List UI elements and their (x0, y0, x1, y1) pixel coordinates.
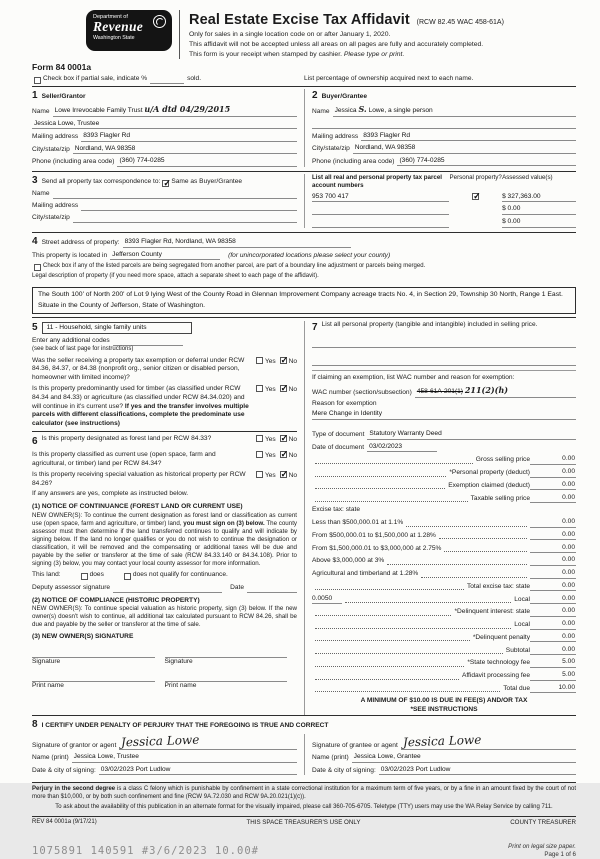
amount-field[interactable]: 5.00 (530, 671, 576, 681)
grantee-signature-label: Signature of grantee or agent (312, 741, 398, 749)
tax-line-local: 0.0050 Local 0.00 (312, 594, 575, 603)
amount-field[interactable]: 0.00 (530, 531, 576, 541)
seller-title: Seller/Grantor (41, 92, 86, 100)
tax-line-delinquent-interest-state: *Delinquent interest: state 0.00 (312, 607, 576, 617)
cashier-receipt-stamp: 1075891 140591 #3/6/2023 10.00# (32, 845, 259, 858)
amount-field[interactable]: 0.00 (530, 620, 576, 630)
same-as-buyer-label: Same as Buyer/Grantee (171, 178, 243, 186)
logo-brand: Revenue (93, 19, 144, 35)
amount-field[interactable]: 0.00 (530, 518, 576, 528)
grantor-date-city-label: Date & city of signing: (32, 766, 96, 774)
land-use-code-field[interactable]: 11 - Household, single family units (42, 322, 192, 335)
buyer-name-label: Name (312, 107, 330, 115)
parcel-table (304, 174, 576, 228)
buyer-mailing-label: Mailing address (312, 132, 359, 140)
tax-line-tier-4: Above $3,000,000 at 3% 0.00 (312, 556, 575, 565)
land-qualify-row: This land: does does not qualify for continuance. (32, 571, 228, 579)
ownership-note: List percentage of ownership acquired next to each name. (304, 75, 474, 83)
legal-description-label: Legal description of property (if you need more space, attach a separate sheet to each page of the affidavit). (32, 272, 319, 279)
section-seller (32, 89, 304, 167)
amount-field[interactable]: 5.00 (530, 658, 576, 668)
form-title: Real Estate Excise Tax Affidavit (189, 12, 410, 28)
print-name-label: Print name (164, 682, 197, 690)
tax-line-gross: Gross selling price 0.00 (312, 455, 576, 465)
personal-property-list-field[interactable] (312, 338, 576, 348)
partial-sale-label: Check box if partial sale, indicate % (43, 75, 148, 83)
partial-sale-checkbox[interactable] (34, 77, 41, 84)
form-header (86, 10, 576, 59)
amount-field[interactable]: 0.00 (530, 544, 576, 554)
grantee-print-name-field[interactable]: Jessica Lowe, Grantee (352, 753, 576, 763)
correspondence-mailing-field[interactable] (81, 202, 297, 211)
correspondence-name-label: Name (32, 190, 50, 198)
section-7-number: 7 (312, 322, 318, 334)
tax-line-tier-3: From $1,500,000.01 to $3,000,000 at 2.75% 0.00 (312, 543, 575, 552)
logo-state-line: Washington State (93, 34, 135, 41)
buyer-title: Buyer/Grantee (321, 92, 368, 100)
header-note-2: This affidavit will not be accepted unless all areas on all pages are fully and accurately completed. (189, 40, 484, 48)
minimum-due-note: A MINIMUM OF $10.00 IS DUE IN FEE(S) AND/OR TAX (360, 697, 528, 705)
document-type-row (312, 430, 576, 440)
print-name-label: Print name (32, 682, 64, 690)
new-owner-print-names (32, 672, 297, 691)
amount-field[interactable]: 0.00 (530, 556, 576, 566)
section-3 (32, 171, 576, 232)
grantee-date-city-field[interactable]: 03/02/2023 Port Ludlow (379, 766, 576, 776)
wac-number-label: WAC number (section/subsection) (312, 388, 412, 396)
alternate-format-notice: To ask about the availability of this publication in an alternate format for the visually impaired, please call 360-705-6705. Teletype (TTY) users may use the WA Relay Service by calling 711. (55, 803, 553, 810)
document-type-field[interactable]: Statutory Warranty Deed (367, 430, 576, 440)
section-7 (304, 321, 576, 714)
new-owner-signature-field[interactable] (165, 648, 288, 658)
grantee-print-name-label: Name (print) (312, 754, 349, 762)
tax-line-tier-2: From $500,000.01 to $1,500,000 at 1.28% 0.00 (312, 530, 575, 539)
document-date-row (312, 443, 576, 453)
grantor-signature-label: Signature of grantor or agent (32, 741, 117, 749)
signature-label: Signature (32, 657, 61, 665)
tax-line-agricultural: Agricultural and timberland at 1.28% 0.00 (312, 569, 575, 578)
amount-field[interactable]: 0.00 (530, 582, 576, 592)
additional-codes-field[interactable] (113, 338, 183, 346)
local-rate-field[interactable]: 0.0050 (312, 595, 342, 605)
parcel-number-field[interactable] (312, 206, 449, 215)
current-use-question: Is this property classified as current use (open space, farm and agricultural, or timber) land per RCW 84.34? Yes ✓ No (32, 451, 297, 468)
tax-line-delinquent-interest-local: Local 0.00 (312, 620, 576, 630)
amount-field[interactable]: 0.00 (530, 633, 576, 643)
treasurer-line (32, 816, 576, 827)
revenue-logo (86, 10, 172, 51)
correspondence-city-label: City/state/zip (32, 214, 70, 222)
wac-number-row (312, 385, 576, 398)
new-owner-print-name-field[interactable] (165, 672, 288, 682)
partial-sale-row (32, 75, 576, 84)
county-note: (for unincorporated locations please select your county) (228, 251, 391, 259)
correspondence-label: Send all property tax correspondence to: (41, 178, 161, 186)
grantor-print-name-label: Name (print) (32, 754, 69, 762)
section-buyer (304, 89, 576, 167)
bottom-row (32, 843, 576, 859)
section-5-header (32, 321, 297, 334)
header-text (179, 10, 504, 59)
amount-field[interactable]: 0.00 (530, 481, 576, 491)
seller-name2-field[interactable]: Jessica Lowe, Trustee (32, 120, 297, 130)
certify-statement: I CERTIFY UNDER PENALTY OF PERJURY THAT THE FOREGOING IS TRUE AND CORRECT (41, 722, 329, 729)
correspondence-city-field[interactable] (73, 214, 297, 223)
segregated-checkbox[interactable] (34, 264, 41, 271)
parcel-number-field[interactable]: 953 700 417 (312, 193, 449, 203)
tax-line-delinquent-penalty: *Delinquent penalty 0.00 (312, 633, 576, 643)
county-treasurer-label: COUNTY TREASURER (510, 818, 576, 826)
buyer-name-handwriting: S. (358, 103, 367, 114)
deputy-assessor-row: Deputy assessor signature Date (32, 584, 297, 593)
notice-compliance-title: (2) NOTICE OF COMPLIANCE (HISTORIC PROPERTY) (32, 596, 200, 604)
no-checkbox[interactable] (280, 435, 287, 442)
legal-description-box (32, 287, 576, 315)
document-type-label: Type of document (312, 431, 365, 439)
exemption-deferral-question: Was the seller receiving a property tax exemption or deferral under RCW 84.36, 84.37, or 84.38 (nonprofit org., senior citizen or disabled person, homeowner with limited income)? Yes ✓ No (32, 357, 297, 383)
seller-city-label: City/state/zip (32, 145, 70, 153)
tax-line-tier-1: Less than $500,000.01 at 1.1% 0.00 (312, 518, 575, 527)
grantor-signature-field[interactable] (119, 734, 297, 751)
yes-checkbox[interactable] (256, 471, 263, 478)
additional-codes-label: Enter any additional codes (32, 337, 110, 345)
street-address-field[interactable]: 8393 Flagler Rd, Nordland, WA 98358 (123, 238, 352, 248)
grantee-signature-field[interactable] (401, 734, 576, 751)
wac-number-field[interactable]: 458-61A-201(1) 211(2)(h) (415, 385, 576, 398)
parcel-row (312, 205, 576, 215)
no-checkbox[interactable] (280, 471, 287, 478)
no-checkbox[interactable] (280, 451, 287, 458)
amount-field[interactable]: 10.00 (530, 684, 576, 694)
tax-line-processing-fee: Affidavit processing fee 5.00 (312, 671, 576, 681)
street-address-label: Street address of property: (41, 239, 120, 246)
seller-name-field[interactable]: Lowe Irrevocable Family Trust u/A dtd 04/29/2015 (53, 104, 297, 117)
new-owner-signature-title: (3) NEW OWNER(S) SIGNATURE (32, 633, 134, 641)
tax-line-taxable: Taxable selling price 0.00 (312, 494, 576, 504)
section-2-number: 2 (312, 89, 318, 101)
tax-correspondence (32, 174, 304, 228)
main-columns (32, 317, 576, 714)
grantee-signature-block (304, 734, 576, 776)
personal-property-list-field[interactable] (312, 356, 576, 366)
county-field[interactable]: Jefferson County (110, 251, 220, 261)
buyer-phone-field[interactable]: (360) 774-0285 (397, 157, 576, 167)
section-4 (32, 232, 576, 285)
does-checkbox[interactable] (81, 573, 88, 580)
section-6-number: 6 (32, 436, 38, 448)
deputy-signature-field[interactable] (113, 584, 222, 593)
seller-mailing-label: Mailing address (32, 133, 79, 141)
buyer-city-field[interactable]: Nordland, WA 98358 (353, 144, 576, 154)
section-1-number: 1 (32, 89, 38, 101)
amount-field[interactable]: 0.00 (530, 455, 576, 465)
assessed-value-field[interactable]: $ 0.00 (502, 205, 576, 215)
wac-handwriting: 211(2)(h) (464, 384, 509, 395)
buyer-mailing-field[interactable]: 8393 Flagler Rd (361, 132, 576, 142)
personal-property-checkbox[interactable] (472, 193, 479, 200)
rev-form-id: REV 84 0001a (9/17/21) (32, 818, 97, 825)
answers-yes-note: If any answers are yes, complete as instructed below. (32, 490, 189, 498)
new-owner-signatures (32, 648, 297, 667)
segregated-label: Check box if any of the listed parcels are being segregated from another parcel, are part of a boundary line adjustment or parcels being merged. (43, 263, 426, 270)
revenue-emblem-icon (153, 15, 166, 28)
tax-line-personal-deduct: *Personal property (deduct) 0.00 (312, 468, 576, 478)
grantor-date-city-field[interactable]: 03/02/2023 Port Ludlow (99, 766, 297, 776)
seller-phone-label: Phone (including area code) (32, 158, 115, 166)
located-in-label: This property is located in (32, 251, 108, 259)
legal-description-text-1: The South 100' of North 200' of Lot 9 lying West of the County Road in Glennan Improvement Company acreage tracts No. 4, in Section 29, Township 30 North, Range 1 East. (38, 290, 563, 298)
sections-1-2 (32, 86, 576, 171)
no-checkbox[interactable] (280, 357, 287, 364)
notice-compliance-body: NEW OWNER(S): To continue special valuation as historic property, sign (3) below. If the new owner(s) doesn't wish to continue, all additional tax calculated pursuant to RCW 84.26, shall be due and payable by the seller or transferor at the time of sale. (32, 605, 297, 629)
seller-mailing-field[interactable]: 8393 Flagler Rd (81, 132, 297, 142)
buyer-name-field[interactable]: Jessica S. Lowe, a single person (333, 104, 576, 117)
exemption-claim-intro: If claiming an exemption, list WAC number and reason for exemption: (312, 370, 576, 383)
buyer-city-label: City/state/zip (312, 145, 350, 153)
does-not-checkbox[interactable] (124, 573, 131, 580)
seller-name-handwriting: u/A dtd 04/29/2015 (144, 103, 231, 114)
signature-label: Signature (164, 657, 193, 665)
rcw-reference: (RCW 82.45 WAC 458-61A) (416, 19, 504, 26)
seller-name-label: Name (32, 107, 50, 115)
amount-field[interactable]: 0.00 (530, 595, 576, 605)
assessed-value-field[interactable]: $ 0.00 (502, 218, 576, 228)
see-instructions-note: *SEE INSTRUCTIONS (410, 706, 478, 713)
tax-line-technology-fee: *State technology fee 5.00 (312, 658, 576, 668)
notice-continuance-body: NEW OWNER(S): To continue the current designation as forest land or classification as current use (open space, farm and agriculture, or timber) land, you must sign on (3) below. The county assessor must then determine if the land transferred continues to qualify and will indicate by signing below. If the land no longer qualifies or you do not wish to continue the designation or classification, it will be removed and the compensating or additional taxes will be due and payable by the seller or transferor at the time of sale (RCW 84.33.140 or 84.34.108). Prior to signing (3) below, you may contact your local county assessor for more information. (32, 511, 298, 567)
grantee-date-city-label: Date & city of signing: (312, 766, 376, 774)
seller-city-field[interactable]: Nordland, WA 98358 (73, 145, 297, 155)
amount-field[interactable]: 0.00 (530, 494, 576, 504)
assessed-value-header: Assessed value(s) (502, 173, 553, 181)
seller-phone-field[interactable]: (360) 774-0285 (117, 157, 297, 167)
personal-property-intro: List all personal property (tangible and intangible) included in selling price. (321, 321, 538, 329)
forest-land-question: 6 Is this property designated as forest land per RCW 84.33? Yes ✓ No (32, 431, 297, 448)
grantor-signature-handwriting: Jessica Lowe (121, 732, 200, 749)
additional-codes-note: (see back of last page for instructions) (32, 345, 134, 352)
reason-exemption-field[interactable]: Mere Change in Identity (312, 410, 576, 420)
section-3-number: 3 (32, 174, 38, 186)
timber-agriculture-question: Is this property predominantly used for timber (as classified under RCW 84.34 and 84.33) or agriculture (as classified under RCW 84.34.020) and will continue in it's current use? If yes and the transfer involves multiple parcels with different classifications, complete the predominate use calculator (see instructions) Yes ✓ No (32, 385, 297, 428)
grantor-print-name-field[interactable]: Jessica Lowe, Trustee (72, 753, 297, 763)
document-date-field[interactable]: 03/02/2023 (367, 443, 437, 453)
tax-line-total-state: Total excise tax: state 0.00 (312, 582, 576, 592)
parcel-row (312, 218, 576, 228)
page-indicator: Page 1 of 6 (544, 850, 576, 858)
header-note-1: Only for sales in a single location code on or after January 1, 2020. (189, 30, 391, 38)
document-date-label: Date of document (312, 443, 365, 451)
notice-continuance-title: (1) NOTICE OF CONTINUANCE (FOREST LAND OR CURRENT USE) (32, 503, 243, 511)
perjury-notice: Perjury in the second degree is a class C felony which is punishable by confinement in a state correctional institution for a maximum term of five years, or by a fine in an amount fixed by the court of not more than $10,000, or by both such confinement and fine (RCW 9A.72.030 and RCW 9A.20.021(1)(c)). (32, 782, 576, 802)
assessed-value-field[interactable]: $ 327,363.00 (502, 193, 576, 203)
tax-line-exemption-deduct: Exemption claimed (deduct) 0.00 (312, 481, 576, 491)
new-owner-print-name-field[interactable] (32, 672, 155, 682)
section-8 (32, 715, 576, 780)
amount-field[interactable]: 0.00 (530, 646, 576, 656)
left-column (32, 321, 304, 714)
deputy-date-field[interactable] (247, 584, 297, 593)
partial-sale-sold-label: sold. (187, 75, 202, 83)
correspondence-name-field[interactable] (53, 190, 297, 199)
treasurer-space-label: THIS SPACE TREASURER'S USE ONLY (246, 818, 361, 826)
header-note-3: This form is your receipt when stamped by cashier. Please type or print. (189, 50, 405, 58)
same-as-buyer-checkbox[interactable] (162, 180, 169, 187)
partial-sale-percent-field[interactable] (150, 76, 184, 84)
parcel-number-field[interactable] (312, 219, 449, 228)
parcel-numbers-header: List all real and personal property tax parcel account numbers (312, 173, 442, 189)
correspondence-mailing-label: Mailing address (32, 202, 79, 210)
reason-exemption-label: Reason for exemption (312, 399, 377, 407)
yes-checkbox[interactable] (256, 435, 263, 442)
print-size-note: Print on legal size paper. (508, 842, 576, 850)
yes-checkbox[interactable] (256, 385, 263, 392)
no-checkbox[interactable] (280, 385, 287, 392)
amount-field[interactable]: 0.00 (530, 468, 576, 478)
parcel-row (312, 193, 576, 203)
form-number: Form 84 0001a (32, 62, 92, 73)
grantor-signature-block (32, 734, 304, 776)
historic-property-question: Is this property receiving special valuation as historical property per RCW 84.26? Yes ✓ No (32, 471, 297, 488)
logo-dept-line: Department of (93, 14, 128, 20)
excise-tax-state-header: Excise tax: state (312, 506, 361, 514)
section-5-number: 5 (32, 322, 38, 334)
amount-field[interactable]: 0.00 (530, 607, 576, 617)
tax-line-subtotal: Subtotal 0.00 (312, 646, 576, 656)
tax-line-total-due: Total due 10.00 (312, 684, 576, 694)
personal-property-header: Personal property? (449, 173, 502, 181)
buyer-name2-field[interactable] (312, 120, 576, 129)
grantee-signature-handwriting: Jessica Lowe (402, 732, 482, 749)
amount-field[interactable]: 0.00 (530, 569, 576, 579)
new-owner-signature-field[interactable] (32, 648, 155, 658)
buyer-phone-label: Phone (including area code) (312, 157, 395, 165)
yes-checkbox[interactable] (256, 451, 263, 458)
section-4-number: 4 (32, 235, 38, 247)
legal-description-text-2: Situate in the County of Jefferson, State of Washington. (38, 301, 206, 309)
section-8-number: 8 (32, 718, 38, 730)
yes-checkbox[interactable] (256, 357, 263, 364)
